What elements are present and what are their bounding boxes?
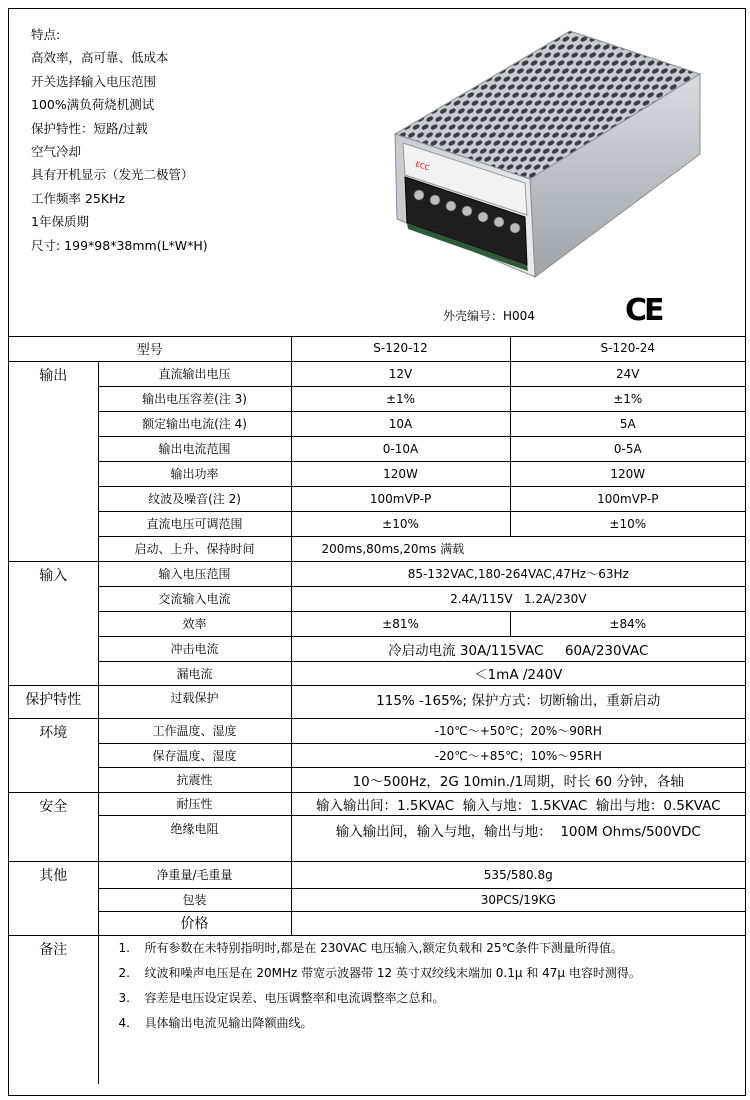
cell-a: 100mVP-P [291,486,510,511]
note-item: 4. 具体输出电流见输出降额曲线。 [118,1015,313,1030]
shell-number: 外壳编号：H004 [443,309,535,323]
spec-sheet [8,8,746,1096]
table-row [9,767,745,792]
row-label: 输出电流范围 [98,436,291,461]
row-label: 绝缘电阻 [98,815,291,861]
row-label: 直流输出电压 [98,361,291,386]
leakage-value: ＜1mA /240V [291,661,745,685]
insulation-value: 输入输出间，输入与地，输出与地： 100M Ohms/500VDC [291,815,745,861]
category-environment: 环境 [9,718,98,792]
table-row [9,861,745,888]
cell-a: 12V [291,361,510,386]
note-item: 2. 纹波和噪声电压是在 20MHz 带宽示波器带 12 英寸双绞线末端加 0.1μ 和 47μ 电容时测得。 [118,965,641,980]
package-value: 30PCS/19KG [291,888,745,911]
overload-value: 115% -165%; 保护方式：切断输出，重新启动 [291,685,745,718]
table-row [9,935,745,1084]
inrush-value: 冷启动电流 30A/115VAC 60A/230VAC [291,636,745,661]
feature-item: 100%满负荷烧机测试 [31,97,155,113]
feature-item: 工作频率 25KHz [31,190,126,206]
spec-table [9,336,745,1084]
row-label: 抗震性 [98,767,291,792]
table-row [9,888,745,911]
brand-label: ECC [414,160,431,173]
table-row [9,586,745,611]
row-label: 工作温度、湿度 [98,718,291,743]
row-label: 输入电压范围 [98,561,291,586]
table-row [9,718,745,743]
notes-cell [98,935,745,1084]
category-input: 输入 [9,561,98,685]
input-voltage-value: 85-132VAC,180-264VAC,47Hz～63Hz [291,561,745,586]
env-value: 10～500Hz，2G 10min./1周期，时长 60 分钟，各轴 [291,767,745,792]
cell-b: 5A [510,411,745,436]
weight-value: 535/580.8g [291,861,745,888]
cell-a: ±81% [291,611,510,636]
table-row [9,386,745,411]
feature-item: 开关选择输入电压范围 [31,73,157,89]
table-row [9,636,745,661]
row-label: 漏电流 [98,661,291,685]
hold-time-value: 200ms,80ms,20ms 满载 [291,536,745,561]
table-row [9,743,745,767]
table-row [9,536,745,561]
input-current-value: 2.4A/115V 1.2A/230V [291,586,745,611]
withstand-value: 输入输出间：1.5KVAC 输入与地：1.5KVAC 输出与地：0.5KVAC [291,792,745,815]
notes-list [99,936,746,1036]
table-row [9,436,745,461]
cell-b: ±84% [510,611,745,636]
row-label: 冲击电流 [98,636,291,661]
model-b: S-120-24 [510,336,745,361]
row-label: 额定输出电流(注 4) [98,411,291,436]
category-protection: 保护特性 [9,685,98,718]
features-list [31,23,208,257]
table-row [9,561,745,586]
cell-b: 24V [510,361,745,386]
table-row [9,815,745,861]
row-label: 耐压性 [98,792,291,815]
cell-b: 120W [510,461,745,486]
cell-a: 0-10A [291,436,510,461]
cell-a: ±1% [291,386,510,411]
row-label: 启动、上升、保持时间 [98,536,291,561]
row-label: 直流电压可调范围 [98,511,291,536]
row-label: 交流输入电流 [98,586,291,611]
cell-a: ±10% [291,511,510,536]
table-row [9,486,745,511]
feature-item: 1年保质期 [31,214,89,230]
row-label: 价格 [98,911,291,935]
feature-item: 高效率，高可靠、低成本 [31,50,169,66]
table-row [9,661,745,685]
feature-item: 具有开机显示（发光二极管） [31,167,194,183]
table-row [9,611,745,636]
cell-b: ±10% [510,511,745,536]
model-a: S-120-12 [291,336,510,361]
note-item: 1. 所有参数在未特别指明时,都是在 230VAC 电压输入,额定负载和 25℃条件下测量所得值。 [118,940,624,955]
feature-item: 空气冷却 [31,144,82,160]
env-value: -20℃～+85℃；10%～95RH [291,743,745,767]
note-item: 3. 容差是电压设定误差、电压调整率和电流调整率之总和。 [118,990,445,1005]
category-other: 其他 [9,861,98,935]
category-remarks: 备注 [9,935,98,1084]
model-label: 型号 [9,336,291,361]
table-row [9,411,745,436]
switching-power-supply-photo [375,19,705,289]
table-row [9,685,745,718]
feature-item: 尺寸: 199*98*38mm(L*W*H) [31,237,208,253]
row-label: 保存温度、湿度 [98,743,291,767]
price-value [291,911,745,935]
category-output: 输出 [9,361,98,561]
cell-a: 120W [291,461,510,486]
cell-a: 10A [291,411,510,436]
cell-b: ±1% [510,386,745,411]
table-row [9,792,745,815]
cell-b: 0-5A [510,436,745,461]
header-section [9,9,745,337]
row-label: 输出电压容差(注 3) [98,386,291,411]
features-heading: 特点: [31,27,61,42]
row-label: 包装 [98,888,291,911]
table-row [9,336,745,361]
table-row [9,511,745,536]
cell-b: 100mVP-P [510,486,745,511]
row-label: 效率 [98,611,291,636]
env-value: -10℃～+50℃；20%～90RH [291,718,745,743]
table-row [9,911,745,935]
category-safety: 安全 [9,792,98,861]
table-row [9,361,745,386]
row-label: 纹波及噪音(注 2) [98,486,291,511]
row-label: 输出功率 [98,461,291,486]
row-label: 净重量/毛重量 [98,861,291,888]
ce-mark-icon: CE [625,293,662,328]
table-row [9,461,745,486]
row-label: 过载保护 [98,685,291,718]
feature-item: 保护特性：短路/过载 [31,120,148,136]
